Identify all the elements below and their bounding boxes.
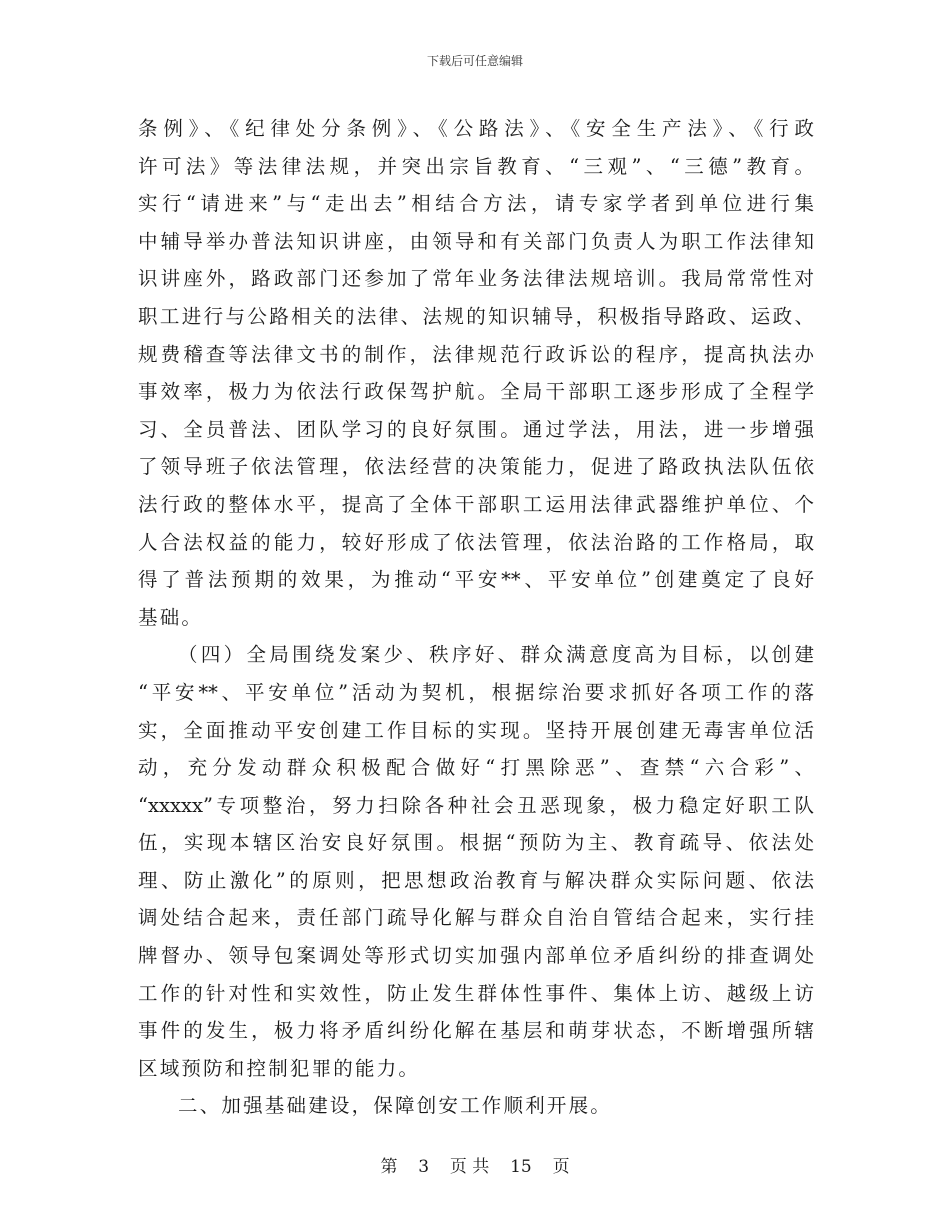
body-line: 许可法》等法律法规，并突出宗旨教育、“三观”、“三德”教育。: [138, 154, 814, 178]
footer-suffix: 页: [552, 1157, 570, 1177]
footer-middle: 页 共: [449, 1157, 490, 1177]
section-heading: 二、加强基础建设，保障创安工作顺利开展。: [178, 1094, 613, 1118]
page-header-note: 下载后可任意编辑: [426, 54, 523, 68]
document-body: [138, 110, 814, 1125]
body-line: 识讲座外，路政部门还参加了常年业务法律法规培训。我局常常性对: [138, 267, 814, 291]
body-line: “xxxxx”专项整治，努力扫除各种社会丑恶现象，极力稳定好职工队: [138, 793, 814, 817]
body-line: 规费稽查等法律文书的制作，法律规范行政诉讼的程序，提高执法办: [138, 342, 814, 366]
body-line: “平安**、平安单位”活动为契机，根据综治要求抓好各项工作的落: [138, 680, 814, 704]
body-line: 了领导班子依法管理，依法经营的决策能力，促进了路政执法队伍依: [138, 455, 814, 479]
body-line: 基础。: [138, 605, 204, 629]
body-line: 工作的针对性和实效性，防止发生群体性事件、集体上访、越级上访: [138, 981, 814, 1005]
body-line: 法行政的整体水平，提高了全体干部职工运用法律武器维护单位、个: [138, 492, 814, 516]
body-line: 得了普法预期的效果，为推动“平安**、平安单位”创建奠定了良好: [138, 568, 814, 592]
current-page-number: 3: [418, 1157, 430, 1177]
body-line: 条例》、《纪律处分条例》、《公路法》、《安全生产法》、《行政: [138, 117, 814, 140]
body-line: 实行“请进来”与“走出去”相结合方法，请专家学者到单位进行集: [138, 192, 814, 216]
body-line: 中辅导举办普法知识讲座，由领导和有关部门负责人为职工作法律知: [138, 229, 814, 253]
body-line: 区域预防和控制犯罪的能力。: [138, 1056, 421, 1080]
footer-prefix: 第: [380, 1157, 398, 1177]
body-line: 习、全员普法、团队学习的良好氛围。通过学法，用法，进一步增强: [138, 417, 814, 441]
total-pages: 15: [510, 1157, 532, 1177]
body-line: 人合法权益的能力，较好形成了依法管理，依法治路的工作格局，取: [138, 530, 814, 554]
body-line: 伍，实现本辖区治安良好氛围。根据“预防为主、教育疏导、依法处: [138, 831, 814, 855]
body-line: 理、防止激化”的原则，把思想政治教育与解决群众实际问题、依法: [138, 868, 814, 892]
body-line: 牌督办、领导包案调处等形式切实加强内部单位矛盾纠纷的排查调处: [138, 944, 814, 968]
body-line: 事件的发生，极力将矛盾纠纷化解在基层和萌芽状态，不断增强所辖: [138, 1019, 814, 1043]
body-line: 调处结合起来，责任部门疏导化解与群众自治自管结合起来，实行挂: [138, 906, 814, 930]
body-line: （四）全局围绕发案少、秩序好、群众满意度高为目标，以创建: [178, 643, 814, 667]
body-line: 事效率，极力为依法行政保驾护航。全局干部职工逐步形成了全程学: [138, 380, 814, 404]
body-line: 动，充分发动群众积极配合做好“打黑除恶”、查禁“六合彩”、: [138, 756, 814, 780]
page-footer: [0, 1152, 950, 1177]
body-line: 实，全面推动平安创建工作目标的实现。坚持开展创建无毒害单位活: [138, 718, 814, 742]
body-line: 职工进行与公路相关的法律、法规的知识辅导，积极指导路政、运政、: [138, 304, 814, 328]
